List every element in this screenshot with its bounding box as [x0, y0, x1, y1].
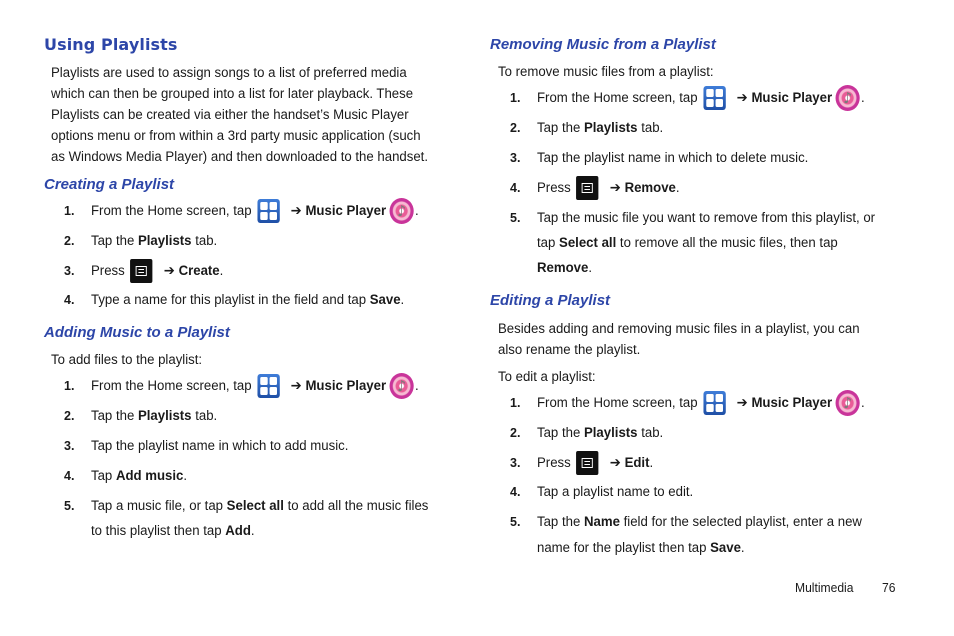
music-player-icon	[836, 390, 860, 416]
step-number: 2.	[510, 121, 521, 135]
step-number: 4.	[64, 293, 75, 307]
creating-heading: Creating a Playlist	[44, 176, 175, 193]
step-number: 3.	[64, 264, 75, 278]
intro-line: which can then be grouped into a list for later playback. These	[51, 86, 414, 102]
footer-section: Multimedia	[795, 580, 854, 595]
menu-key-icon	[576, 451, 598, 475]
intro-line: Playlists are used to assign songs to a list of preferred media	[51, 65, 407, 81]
arrow-icon: ➔	[736, 395, 748, 411]
editing-intro	[498, 319, 860, 361]
step-number: 3.	[510, 456, 521, 470]
menu-key-icon	[130, 259, 152, 283]
section-title: Using Playlists	[44, 35, 178, 54]
step-number: 1.	[64, 204, 75, 218]
arrow-icon: ➔	[163, 263, 175, 279]
step-number: 5.	[64, 499, 75, 513]
step-number: 2.	[64, 409, 75, 423]
removing-intro: To remove music files from a playlist:	[498, 64, 714, 80]
page-number: 76	[882, 580, 896, 595]
editing-intro-line: also rename the playlist.	[498, 342, 641, 358]
step-number: 5.	[510, 211, 521, 225]
editing-intro-2: To edit a playlist:	[498, 369, 596, 385]
adding-intro: To add files to the playlist:	[51, 352, 203, 368]
step-number: 4.	[64, 469, 75, 483]
apps-grid-icon	[257, 199, 279, 223]
intro-paragraph	[51, 63, 428, 168]
step-number: 3.	[510, 151, 521, 165]
adding-heading: Adding Music to a Playlist	[44, 324, 230, 341]
step-number: 1.	[510, 396, 521, 410]
step-number: 4.	[510, 485, 521, 499]
arrow-icon: ➔	[736, 90, 748, 106]
apps-grid-icon	[703, 86, 725, 110]
music-player-icon	[390, 373, 414, 399]
editing-intro-line: Besides adding and removing music files in a playlist, you can	[498, 321, 860, 337]
menu-key-icon	[576, 176, 598, 200]
music-player-icon	[390, 198, 414, 224]
step-number: 1.	[64, 379, 75, 393]
arrow-icon: ➔	[609, 180, 621, 196]
step-number: 3.	[64, 439, 75, 453]
arrow-icon: ➔	[290, 378, 302, 394]
step-number: 5.	[510, 515, 521, 529]
apps-grid-icon	[703, 391, 725, 415]
apps-grid-icon	[257, 374, 279, 398]
editing-heading: Editing a Playlist	[490, 292, 611, 309]
step-number: 2.	[510, 426, 521, 440]
intro-line: as Windows Media Player) and then downloaded to the handset.	[51, 149, 429, 165]
removing-heading: Removing Music from a Playlist	[490, 36, 716, 53]
intro-line: options menu or from within a 3rd party music application (such	[51, 128, 421, 144]
step-number: 1.	[510, 91, 521, 105]
intro-line: Playlists can be created via either the handset’s Music Player	[51, 107, 409, 123]
music-player-icon	[836, 85, 860, 111]
arrow-icon: ➔	[609, 455, 621, 471]
step-number: 4.	[510, 181, 521, 195]
arrow-icon: ➔	[290, 203, 302, 219]
step-number: 2.	[64, 234, 75, 248]
